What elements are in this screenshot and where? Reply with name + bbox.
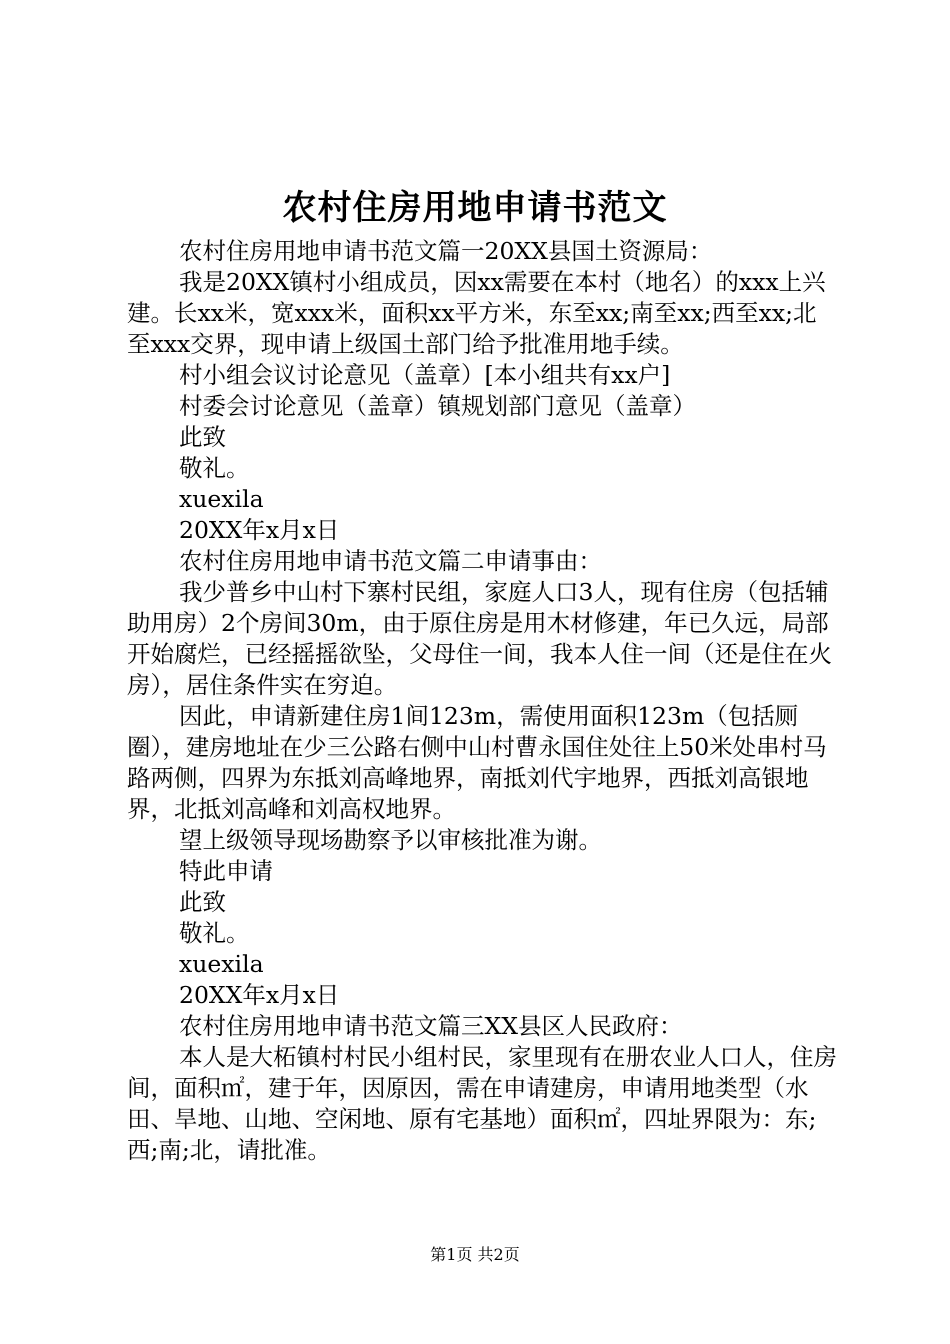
paragraph-16: xuexila <box>179 950 264 978</box>
paragraph-18: 农村住房用地申请书范文篇三XX县区人民政府： <box>179 1012 683 1040</box>
paragraph-1: 农村住房用地申请书范文篇一20XX县国土资源局： <box>179 237 713 265</box>
document-body <box>127 236 839 1166</box>
paragraph-12: 望上级领导现场勘察予以审核批准为谢。 <box>179 826 602 854</box>
paragraph-3: 村小组会议讨论意见（盖章）[本小组共有xx户] <box>179 361 671 389</box>
paragraph-14: 此致 <box>179 888 226 916</box>
paragraph-15: 敬礼。 <box>179 919 250 947</box>
paragraph-11: 因此，申请新建住房1间123m，需使用面积123m（包括厕圈），建房地址在少三公路右侧中山村曹永国住处往上50米处串村马路两侧，四界为东抵刘高峰地界，南抵刘代宇地界，西抵刘高银地界，北抵刘高峰和刘高权地界。 <box>127 702 827 823</box>
paragraph-13: 特此申请 <box>179 857 273 885</box>
paragraph-5: 此致 <box>179 423 226 451</box>
page-footer: 第1页 共2页 <box>430 1245 520 1264</box>
paragraph-17: 20XX年x月x日 <box>179 981 340 1009</box>
paragraph-4: 村委会讨论意见（盖章）镇规划部门意见（盖章） <box>179 392 696 420</box>
document-title: 农村住房用地申请书范文 <box>282 188 668 228</box>
paragraph-9: 农村住房用地申请书范文篇二申请事由： <box>179 547 602 575</box>
paragraph-19: 本人是大柘镇村村民小组村民，家里现有在册农业人口人，住房间，面积㎡，建于年，因原因，需在申请建房，申请用地类型（水田、旱地、山地、空闲地、原有宅基地）面积㎡，四址界限为：东;西;南;北，请批准。 <box>127 1043 837 1164</box>
paragraph-8: 20XX年x月x日 <box>179 516 340 544</box>
paragraph-7: xuexila <box>179 485 264 513</box>
paragraph-6: 敬礼。 <box>179 454 250 482</box>
paragraph-10: 我少普乡中山村下寨村民组，家庭人口3人，现有住房（包括辅助用房）2个房间30m，由于原住房是用木材修建，年已久远，局部开始腐烂，已经摇摇欲坠，父母住一间，我本人住一间（还是住在火房），居住条件实在穷迫。 <box>127 578 832 699</box>
paragraph-2: 我是20XX镇村小组成员，因xx需要在本村（地名）的xxx上兴建。长xx米，宽xxx米，面积xx平方米，东至xx;南至xx;西至xx;北至xxx交界，现申请上级国土部门给予批准用地手续。 <box>127 268 826 358</box>
